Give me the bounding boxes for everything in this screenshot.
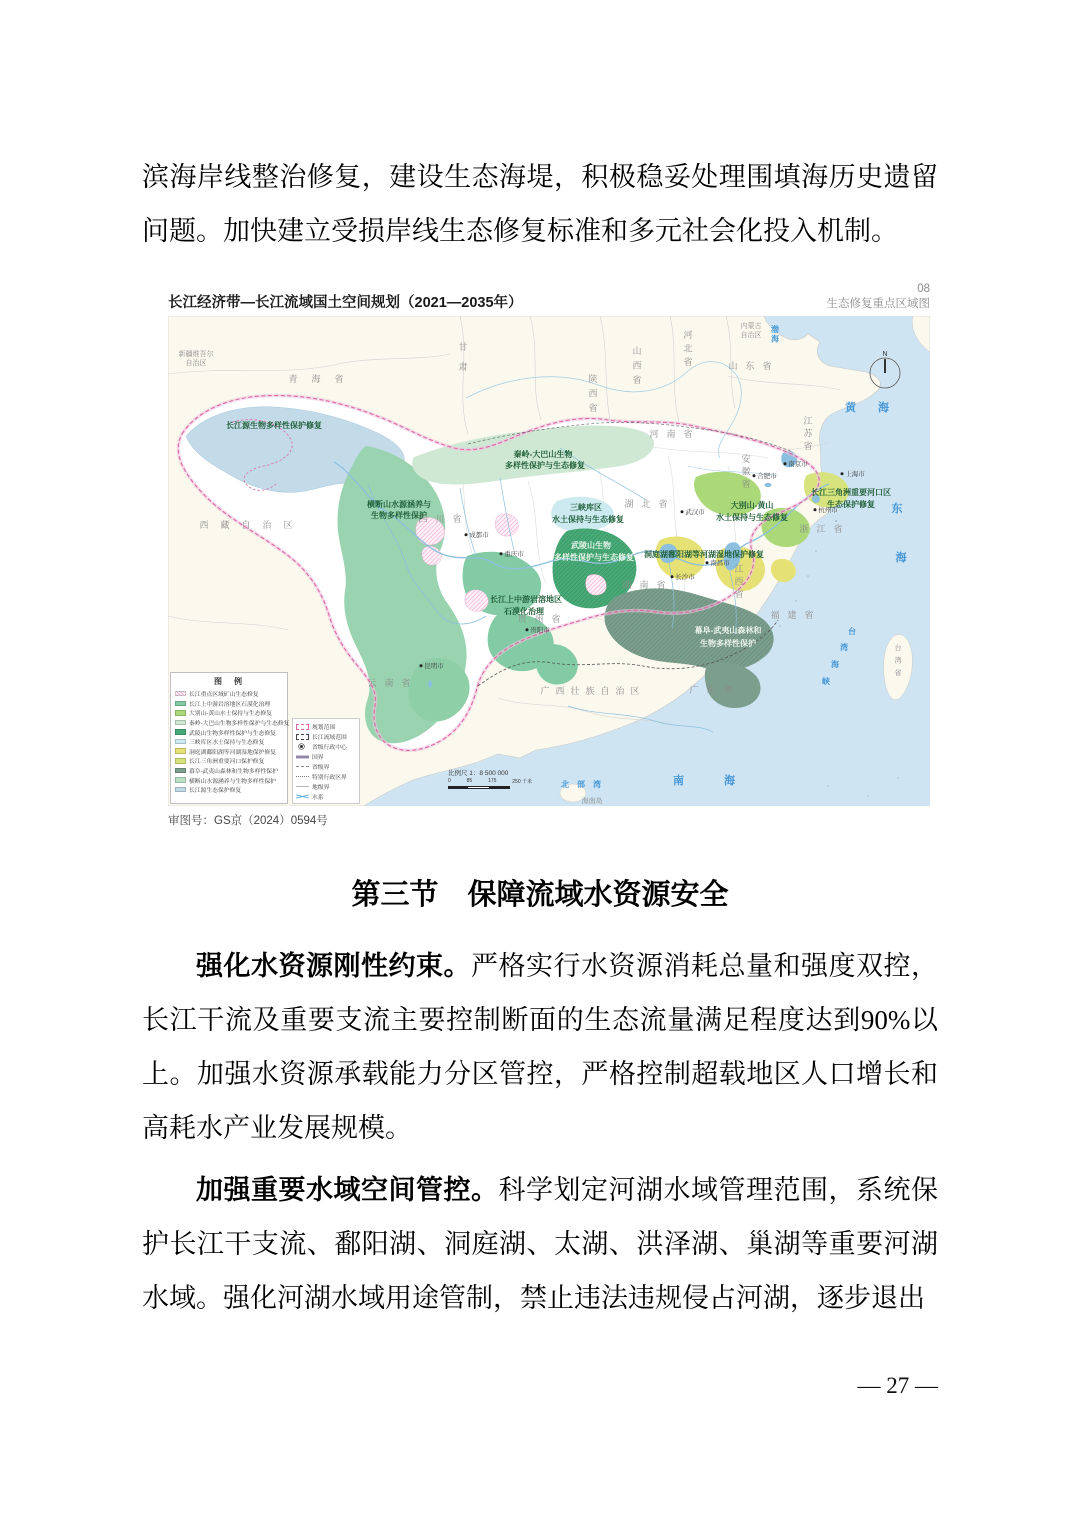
city-dot [671, 575, 674, 578]
map-label: 长江三角洲重要河口区 [811, 487, 891, 497]
legend-label: 武陵山生物多样性保护与生态修复 [189, 730, 276, 737]
map-canvas [168, 316, 930, 806]
overlay-legend-item [296, 762, 356, 772]
paragraph-text: 科学划定河湖水域管理范围，系统保护长江干支流、鄱阳湖、洞庭湖、太湖、洪泽湖、巢湖等重要河湖水域。强化河湖水域用途管制，禁止违法违规侵占河湖，逐步退出 [142, 1174, 938, 1313]
map-label: 云南省 [367, 677, 419, 688]
map-label: 广东省 [689, 684, 741, 695]
legend-swatch [175, 691, 186, 697]
compass-north-label: N [882, 350, 888, 358]
legend-label: 洞庭湖鄱阳湖等河湖湿地保护修复 [189, 749, 276, 756]
map-label: 广西壮族自治区 [540, 685, 646, 696]
overlay-legend-label: 长江流域范围 [312, 735, 347, 742]
scale-ticks [448, 778, 532, 785]
map-label: 河南省 [649, 428, 701, 439]
legend-swatch [175, 758, 186, 764]
city-label: 南京市 [788, 460, 808, 468]
national-symbol-icon [296, 755, 309, 759]
overlay-legend-item [296, 792, 356, 802]
map-label: 秦岭-大巴山生物 [513, 449, 573, 459]
legend-item [175, 689, 283, 699]
map-license-number: 审图号：GS京（2024）0594号 [168, 814, 328, 827]
map-label: 渤海 [771, 324, 779, 344]
map-label: 湾 [840, 642, 848, 652]
city-label: 长沙市 [675, 573, 695, 581]
scale-tick: 175 [488, 777, 497, 784]
legend-swatch [175, 710, 186, 716]
map-label: 甘肃 [458, 341, 468, 372]
map-label: 自治区 [740, 331, 762, 339]
map-label: 峡 [822, 676, 830, 686]
overlay-legend-label: 特别行政区界 [312, 775, 347, 782]
city-dot [420, 664, 423, 667]
page-number: — 27 — [857, 1373, 938, 1398]
city-label: 成都市 [469, 531, 489, 539]
map-label: 湖南省 [622, 579, 674, 590]
city-dot [784, 462, 787, 465]
legend-item [175, 727, 283, 737]
scale-label: 比例尺 1：8 500 000 [448, 769, 509, 777]
legend-label: 三峡库区水土保持与生态修复 [189, 740, 265, 747]
map-label: 多样性保护与生态修复 [554, 552, 634, 562]
city-dot [465, 533, 468, 536]
paragraph-coastline [142, 150, 938, 258]
scale-tick: 85 [466, 777, 473, 784]
map-scalebar [448, 768, 532, 789]
legend-swatch [175, 720, 186, 726]
map-label: 江西省 [734, 563, 744, 600]
map-label: 浙江省 [799, 523, 851, 534]
overlay-legend-label: 国界 [312, 755, 324, 762]
map-label: 大别山-黄山 [730, 500, 774, 510]
map-label: 生物多样性保护 [700, 638, 756, 648]
map-overlay-legend [292, 718, 360, 804]
overlay-legend-label: 地级界 [312, 785, 330, 792]
legend-item [175, 708, 283, 718]
overlay-legend-item [296, 772, 356, 782]
city-label: 昆明市 [424, 662, 444, 670]
map-label: 洞庭湖鄱阳湖等河湖湿地保护修复 [644, 549, 764, 559]
legend-rows [175, 689, 290, 795]
figure-title: 长江经济带—长江流域国土空间规划（2021—2035年） [168, 294, 523, 311]
map-label: 台 [848, 626, 856, 636]
legend-item [175, 746, 283, 756]
overlay-legend-item [296, 742, 356, 752]
city-label: 杭州市 [818, 506, 838, 514]
scale-tick: 0 [448, 777, 451, 784]
map-label: 多样性保护与生态修复 [505, 460, 585, 470]
figure-subtitle-block [827, 282, 931, 312]
scale-tick: 250 千米 [512, 778, 532, 785]
province-symbol-icon [296, 766, 309, 767]
map-label: 福建省 [770, 609, 822, 620]
map-label: 幕阜-武夷山森林和 [694, 625, 762, 635]
legend-swatch [175, 701, 186, 707]
city-label: 贵阳市 [530, 626, 550, 634]
city-label: 合肥市 [757, 472, 777, 480]
map-label: 江苏省 [803, 415, 813, 452]
legend-label: 幕阜-武夷山森林和生物多样性保护 [189, 768, 278, 775]
legend-label: 秦岭-大巴山生物多样性保护与生态修复 [189, 720, 290, 727]
legend-item [175, 756, 283, 766]
figure-subtitle: 生态修复重点区域图 [826, 297, 930, 310]
map-label: 水土保持与生态修复 [716, 512, 788, 522]
overlay-legend-label: 规划范围 [312, 725, 336, 732]
map-label: 武陵山生物 [571, 540, 611, 550]
legend-title: 图 例 [214, 676, 244, 686]
map-label: 横断山水源涵养与 [367, 499, 431, 509]
capital-symbol-icon [296, 743, 309, 750]
map-label: 山东省 [728, 360, 780, 371]
overlay-legend-label: 水系 [312, 795, 324, 802]
overlay-legend-item [296, 782, 356, 792]
legend-swatch [175, 729, 186, 735]
map-label: 长江源生物多样性保护修复 [226, 420, 322, 430]
plan-symbol-icon [296, 724, 309, 730]
legend-label: 长江上中游岩溶地区石漠化治理 [189, 701, 271, 708]
city-label: 上海市 [845, 470, 865, 478]
legend-item [175, 766, 283, 776]
map-label: 石漠化治理 [504, 606, 544, 616]
river-symbol-icon [296, 793, 309, 800]
map-label: 东 [891, 502, 903, 515]
city-dot [753, 474, 756, 477]
map-label: 四川省 [418, 513, 470, 524]
city-dot [500, 552, 503, 555]
map-label: 长江上中游岩溶地区 [490, 594, 562, 604]
city-dot [681, 510, 684, 513]
section-title: 第三节 保障流域水资源安全 [351, 878, 729, 911]
map-label: 生物多样性保护 [371, 510, 427, 520]
scale-bar-graphic [448, 786, 510, 789]
legend-label: 横断山水源涵养与生物多样性保护 [189, 778, 276, 785]
map-label: 水土保持与生态修复 [552, 514, 624, 524]
map-label: 贵州省 [517, 613, 569, 624]
map-label: 安徽省 [741, 453, 751, 490]
city-label: 重庆市 [504, 550, 524, 558]
paragraph-lead: 强化水资源刚性约束。 [196, 950, 471, 981]
figure-header [168, 282, 930, 312]
legend-label: 长江重点区域矿山生态修复 [189, 692, 259, 699]
legend-swatch [175, 739, 186, 745]
legend-item [175, 775, 283, 785]
map-label: 湖北省 [624, 498, 676, 509]
map-label: 海 [831, 659, 839, 669]
prefecture-symbol-icon [296, 786, 309, 787]
map-label: 山西省 [632, 345, 642, 385]
map-label: 河北省 [683, 329, 693, 367]
map-label: 生态保护修复 [827, 499, 875, 509]
figure-page-code: 08 [917, 283, 930, 295]
basin-symbol-icon [296, 734, 309, 740]
overlay-legend-item [296, 722, 356, 732]
map-label: 内蒙古 [740, 322, 762, 330]
city-dot [526, 628, 529, 631]
map-label: 青海省 [288, 373, 358, 384]
city-label: 南昌市 [710, 559, 730, 567]
overlay-legend-item [296, 752, 356, 762]
paragraph-water-resource [142, 939, 938, 1155]
legend-item [175, 718, 290, 728]
legend-swatch [175, 748, 186, 754]
legend-label: 大别山-黄山水土保持与生态修复 [189, 711, 273, 718]
map-label: 台湾省 [894, 644, 902, 678]
city-dot [706, 561, 709, 564]
city-label: 武汉市 [685, 508, 705, 516]
map-label: 西藏自治区 [199, 519, 305, 530]
map-figure [168, 282, 930, 828]
legend-label: 长江三角洲重要河口保护修复 [189, 759, 265, 766]
legend-swatch [175, 777, 186, 783]
paragraph-lead: 加强重要水域空间管控。 [196, 1174, 499, 1205]
map-label: 自治区 [185, 359, 207, 367]
map-label: 三峡库区 [570, 502, 602, 512]
legend-item [175, 785, 283, 795]
map-label: 南海 [673, 774, 775, 787]
legend-item [175, 698, 283, 708]
city-dot [841, 472, 844, 475]
legend-swatch [175, 768, 186, 774]
paragraph-text: 严格实行水资源消耗总量和强度双控，长江干流及重要支流主要控制断面的生态流量满足程度达到90%以上。加强水资源承载能力分区管控，严格控制超载地区人口增长和高耗水产业发展规模。 [142, 950, 938, 1143]
map-label: 新疆维吾尔 [178, 350, 214, 358]
paragraph-text: 滨海岸线整治修复，建设生态海堤，积极稳妥处理围填海历史遗留问题。加快建立受损岸线生态修复标准和多元社会化投入机制。 [142, 162, 938, 246]
sar-symbol-icon [296, 776, 309, 777]
legend-swatch [175, 787, 186, 793]
map-label: 海南岛 [581, 797, 603, 805]
map-label: 陕西省 [588, 373, 598, 413]
map-label: 海 [895, 551, 907, 564]
city-dot [814, 508, 817, 511]
map-legend [170, 672, 288, 804]
legend-item [175, 737, 283, 747]
paragraph-water-area [142, 1163, 938, 1325]
legend-label: 长江源生态保护修复 [189, 788, 242, 795]
overlay-legend-rows [296, 722, 356, 802]
overlay-legend-label: 省级行政中心 [312, 745, 347, 752]
overlay-legend-item [296, 732, 356, 742]
map-label: 黄海 [845, 401, 911, 414]
overlay-legend-label: 省级界 [312, 765, 330, 772]
map-label: 北部湾 [561, 779, 609, 789]
